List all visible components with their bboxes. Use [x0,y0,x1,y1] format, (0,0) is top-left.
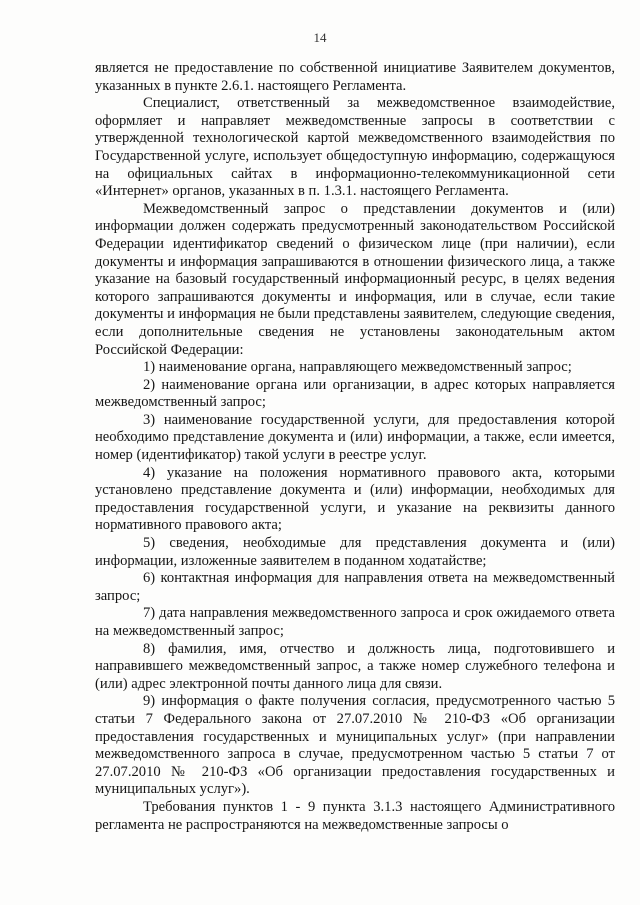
paragraph: является не предоставление по собственной инициативе Заявителем документов, указанных в пункте 2.6.1. настоящего Регламента. [95,60,615,94]
paragraph: 7) дата направления межведомственного запроса и срок ожидаемого ответа на межведомственный запрос; [95,605,615,639]
paragraph: 3) наименование государственной услуги, для предоставления которой необходимо представление документа и (или) информации, а также, если имеется, номер (идентификатор) такой услуги в реестре услуг. [95,411,615,464]
document-body [95,60,615,834]
paragraph: 8) фамилия, имя, отчество и должность лица, подготовившего и направившего межведомственный запрос, а также номер служебного телефона и (или) адрес электронной почты данного лица для связи. [95,640,615,692]
paragraph: Межведомственный запрос о представлении документов и (или) информации должен содержать предусмотренный законодательством Российской Федерации идентификатор сведений о физическом лице (при наличии), если документы и информация запрашиваются в отношении физического лица, а также указание на базовый государственный информационный ресурс, в целях ведения которого запрашиваются документы и информация, или в случае, если такие документы и информация не были представлены заявителем, следующие сведения, если дополнительные сведения не установлены законодательным актом Российской Федерации: [95,200,615,358]
paragraph: 6) контактная информация для направления ответа на межведомственный запрос; [95,570,615,604]
paragraph: 5) сведения, необходимые для представления документа и (или) информации, изложенные заявителем в поданном ходатайстве; [95,535,615,569]
paragraph: Специалист, ответственный за межведомственное взаимодействие, оформляет и направляет межведомственные запросы в соответствии с утвержденной технологической картой межведомственного взаимодействия по Государственной услуге, использует общедоступную информацию, содержащуюся на официальных сайтах в информационно-телекоммуникационной сети «Интернет» органов, указанных в п. 1.3.1. настоящего Регламента. [95,95,615,200]
paragraph: 2) наименование органа или организации, в адрес которых направляется межведомственный запрос; [95,376,615,411]
paragraph: 9) информация о факте получения согласия, предусмотренного частью 5 статьи 7 Федерального закона от 27.07.2010 № 210-ФЗ «Об организации предоставления государственных и муниципальных услуг» (при направлении межведомственного запроса в случае, предусмотренном частью 5 статьи 7 от 27.07.2010 № 210-ФЗ «Об организации предоставления государственных и муниципальных услуг»). [95,693,615,798]
page-number: 14 [313,30,327,45]
paragraph: 4) указание на положения нормативного правового акта, которыми установлено представление документа и (или) информации, необходимых для предоставления государственной услуги, и указание на реквизиты данного нормативного правового акта; [95,464,615,534]
paragraph: Требования пунктов 1 - 9 пункта 3.1.3 настоящего Административного регламента не распространяются на межведомственные запросы о [95,798,615,833]
paragraph: 1) наименование органа, направляющего межведомственный запрос; [143,359,572,376]
